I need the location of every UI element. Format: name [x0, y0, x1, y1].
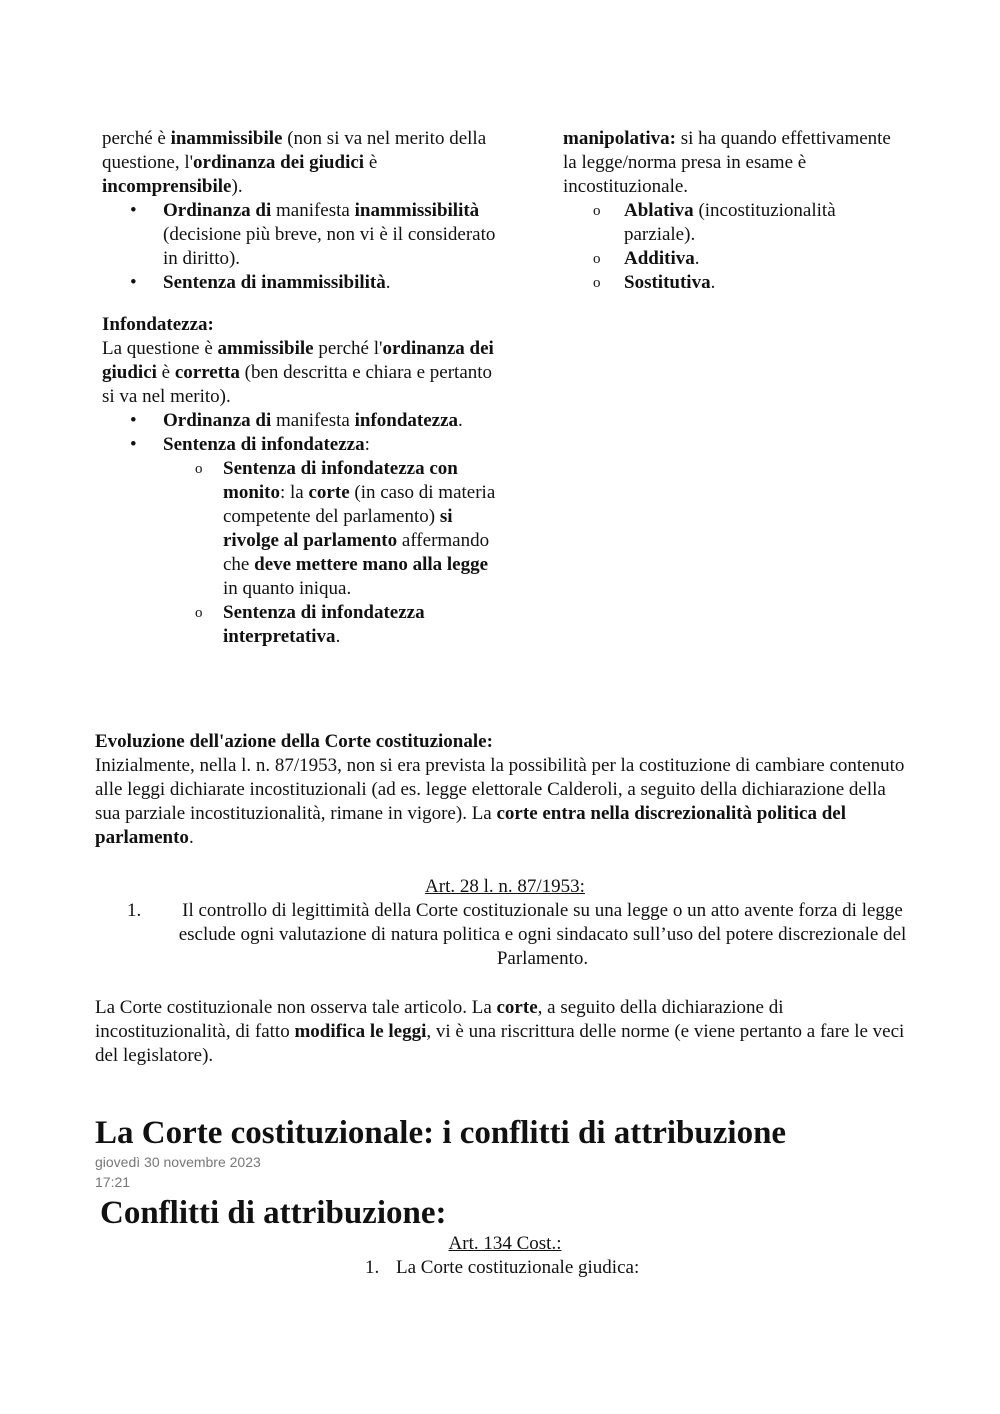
- subitem-ablativa: o Ablativa (incostituzionalità parziale).: [593, 200, 836, 245]
- art28-item: 1. Il controllo di legittimità della Corte costituzionale su una legge o un atto avente forza di legge esclude ogni valutazione di natura politica e ogni sindacato sull’uso del potere discrezionale del Parlamento.: [127, 900, 907, 969]
- infondatezza-heading: Infondatezza:: [102, 314, 214, 335]
- conflitti-heading: Conflitti di attribuzione:: [100, 1195, 447, 1231]
- bullet-ordinanza-infondatezza: • Ordinanza di manifesta infondatezza.: [130, 410, 463, 431]
- evoluzione-heading: Evoluzione dell'azione della Corte costituzionale:: [95, 731, 493, 752]
- bullet-sentenza-infondatezza: • Sentenza di infondatezza:: [130, 434, 370, 455]
- evoluzione-paragraph: Inizialmente, nella l. n. 87/1953, non si era prevista la possibilità per la costituzione di cambiare contenuto alle leggi dichiarate incostituzionali (ad es. legge elettorale Calderoli, a seguito della dichiarazione della sua parziale incostituzionalità, rimane in vigore). La corte entra nella discrezionalità politica del parlamento.: [95, 755, 905, 848]
- subbullet-marker: o: [593, 275, 601, 291]
- art134-title: Art. 134 Cost.:: [448, 1233, 562, 1254]
- subitem-sostitutiva: o Sostitutiva.: [593, 272, 716, 293]
- bullet-ordinanza-inammissibilita: • Ordinanza di manifesta inammissibilità (decisione più breve, non vi è il considerato in diritto).: [130, 200, 496, 269]
- subbullet-marker: o: [593, 203, 601, 219]
- page-title: La Corte costituzionale: i conflitti di attribuzione: [95, 1115, 787, 1151]
- manipolativa-intro: manipolativa: si ha quando effettivamente la legge/norma presa in esame è incostituzionale.: [563, 128, 891, 197]
- subitem-additiva: o Additiva.: [593, 248, 700, 269]
- page-time: 17:21: [95, 1174, 131, 1190]
- subbullet-marker: o: [593, 251, 601, 267]
- bullet-marker: •: [130, 434, 137, 455]
- page-header: [95, 1114, 955, 1192]
- art28-title: Art. 28 l. n. 87/1953:: [425, 876, 585, 897]
- bullet-marker: •: [130, 200, 137, 221]
- art134-item: 1. La Corte costituzionale giudica:: [365, 1257, 640, 1278]
- infondatezza-text: La questione è ammissibile perché l'ordinanza dei giudici è corretta (ben descritta e chiara e pertanto si va nel merito).: [102, 338, 494, 407]
- subitem-sentenza-monito: o Sentenza di infondatezza con monito: la corte (in caso di materia competente del parlamento) si rivolge al parlamento affermando che deve mettere mano alla legge in quanto iniqua.: [195, 458, 496, 599]
- left-column: [102, 127, 502, 649]
- list-number: 1.: [127, 900, 142, 921]
- list-number: 1.: [365, 1257, 380, 1278]
- right-column: [563, 127, 903, 295]
- subitem-sentenza-interpretativa: o Sentenza di infondatezza interpretativa.: [195, 602, 425, 647]
- bullet-marker: •: [130, 272, 137, 293]
- subbullet-marker: o: [195, 461, 203, 477]
- bullet-marker: •: [130, 410, 137, 431]
- art134-block: [95, 1232, 915, 1280]
- inammissibilita-intro: perché è inammissibile (non si va nel merito della questione, l'ordinanza dei giudici è incomprensibile).: [102, 128, 487, 197]
- bullet-sentenza-inammissibilita: • Sentenza di inammissibilità.: [130, 272, 391, 293]
- evoluzione-section: [95, 730, 915, 850]
- osserva-paragraph: La Corte costituzionale non osserva tale articolo. La corte, a seguito della dichiarazione di incostituzionalità, di fatto modifica le leggi, vi è una riscrittura delle norme (e viene pertanto a fare le veci del legislatore).: [95, 997, 905, 1066]
- page-date: giovedì 30 novembre 2023: [95, 1154, 261, 1170]
- art28-block: [95, 875, 915, 971]
- subbullet-marker: o: [195, 605, 203, 621]
